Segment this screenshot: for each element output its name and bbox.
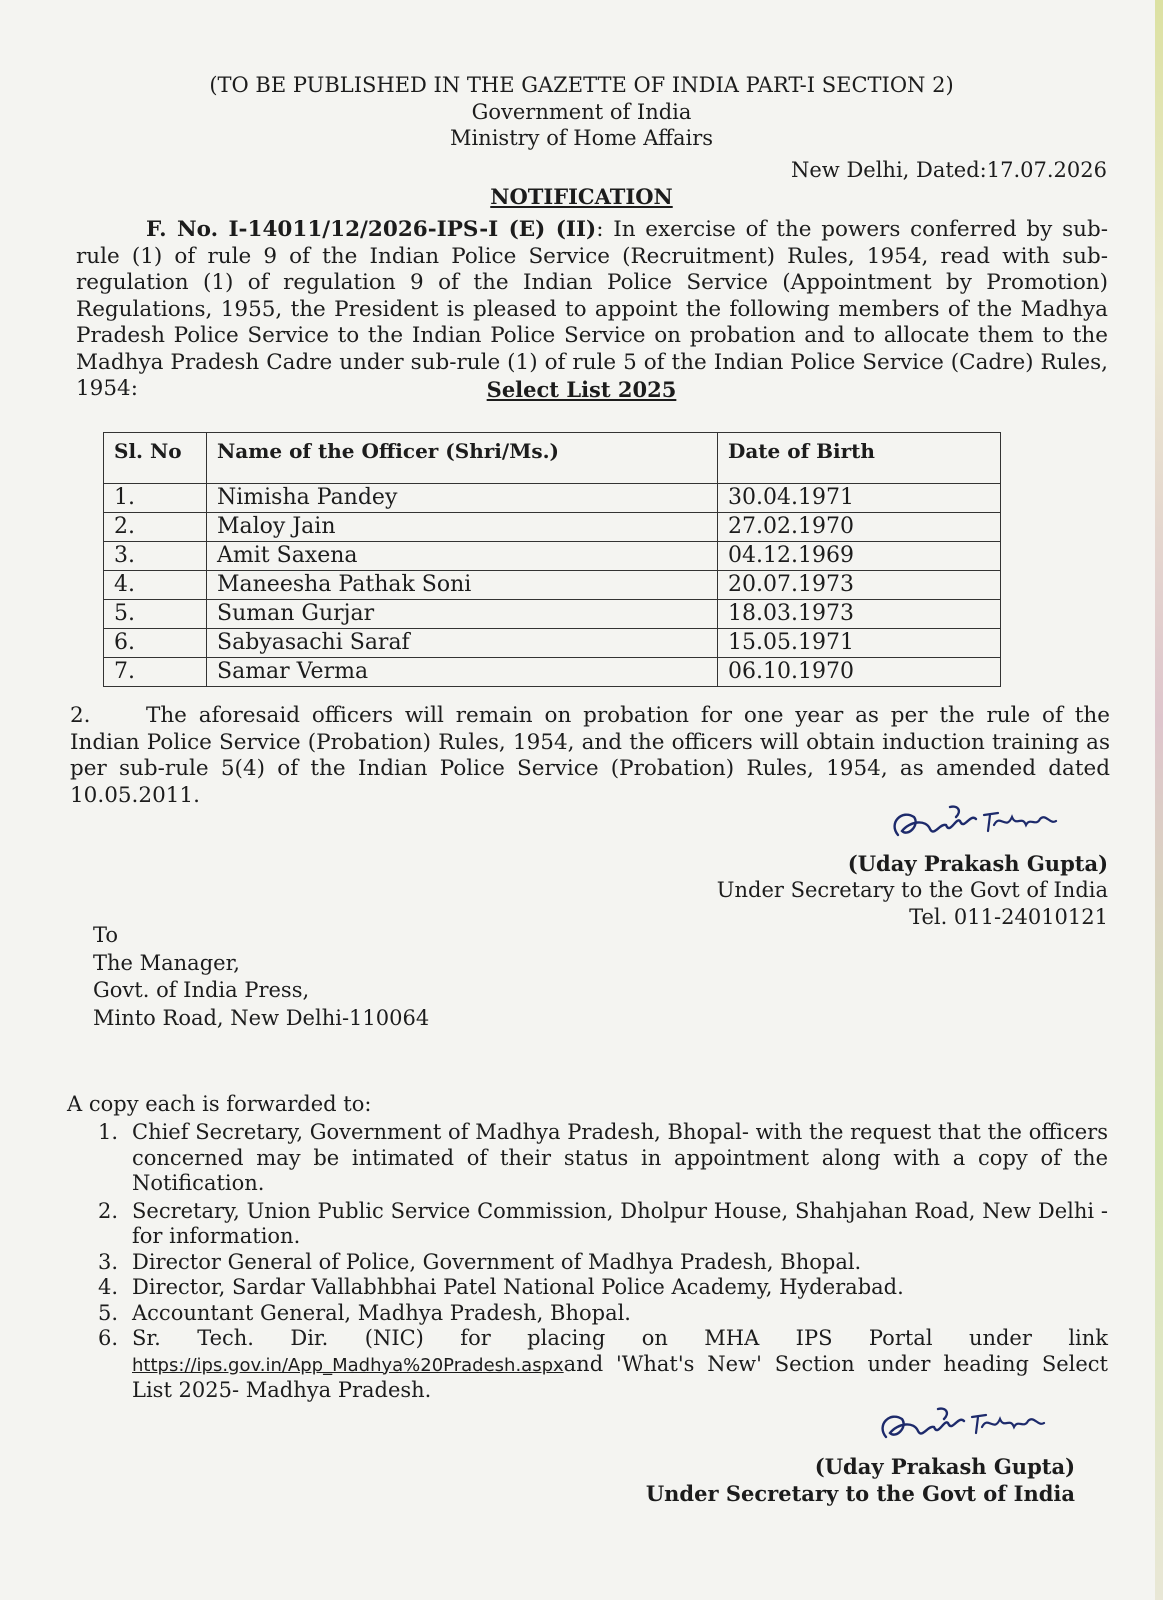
date-of-birth: 30.04.1971 xyxy=(718,484,1001,513)
sl-no: 2. xyxy=(104,513,207,542)
list-item xyxy=(98,1250,1108,1276)
sl-no: 6. xyxy=(104,629,207,658)
table-row xyxy=(104,600,1001,629)
address-line-3: Minto Road, New Delhi-110064 xyxy=(93,1005,430,1030)
sl-no: 1. xyxy=(104,484,207,513)
signatory-name-2: (Uday Prakash Gupta) xyxy=(814,1454,1075,1479)
copy-heading: A copy each is forwarded to: xyxy=(67,1092,372,1116)
officer-name: Maneesha Pathak Soni xyxy=(207,571,718,600)
address-to: To xyxy=(93,923,119,947)
date-of-birth: 15.05.1971 xyxy=(718,629,1001,658)
table-row xyxy=(104,484,1001,513)
list-item xyxy=(98,1326,1108,1404)
copy-list xyxy=(98,1120,1108,1404)
officer-name: Maloy Jain xyxy=(207,513,718,542)
date-of-birth: 06.10.1970 xyxy=(718,658,1001,687)
paragraph-2-number: 2. xyxy=(70,703,91,728)
list-item xyxy=(98,1120,1108,1197)
list-item-number: 3. xyxy=(98,1249,119,1274)
table-row xyxy=(104,629,1001,658)
officer-name: Samar Verma xyxy=(207,658,718,687)
table-row xyxy=(104,513,1001,542)
list-item-text: Director General of Police, Government of Madhya Pradesh, Bhopal. xyxy=(132,1249,862,1274)
sl-no: 3. xyxy=(104,542,207,571)
list-item-text xyxy=(132,1326,1108,1404)
table-row xyxy=(104,542,1001,571)
gazette-line: (TO BE PUBLISHED IN THE GAZETTE OF INDIA PART-I SECTION 2) xyxy=(209,73,954,97)
list-item-text: Secretary, Union Public Service Commission, Dholpur House, Shahjahan Road, New Delhi - for information. xyxy=(132,1198,1108,1248)
list-item-text-after-link: and 'What's New' Section under heading Select List 2025- Madhya Pradesh. xyxy=(132,1351,1108,1402)
signatory-name-1: (Uday Prakash Gupta) xyxy=(847,851,1108,876)
government-line: Government of India xyxy=(471,100,692,124)
ips-portal-link[interactable]: https://ips.gov.in/App_Madhya%20Pradesh.aspx xyxy=(132,1354,564,1376)
list-item xyxy=(98,1199,1108,1250)
ministry-line: Ministry of Home Affairs xyxy=(449,126,714,150)
list-item-number: 6. xyxy=(98,1326,119,1350)
officer-name: Nimisha Pandey xyxy=(207,484,718,513)
table-row xyxy=(104,571,1001,600)
table-header-row xyxy=(104,433,1001,484)
officers-table xyxy=(103,432,1001,687)
address-line-2: Govt. of India Press, xyxy=(93,978,310,1002)
signature-mark-2 xyxy=(868,1397,1068,1457)
header-sl-no: Sl. No xyxy=(104,433,207,484)
intro-paragraph xyxy=(76,217,1108,403)
signatory-designation-1: Under Secretary to the Govt of India xyxy=(716,878,1108,902)
select-list-title: Select List 2025 xyxy=(486,377,677,402)
list-item xyxy=(98,1301,1108,1327)
officer-name: Amit Saxena xyxy=(207,542,718,571)
file-number: F. No. I-14011/12/2026-IPS-I (E) (II) xyxy=(146,217,597,242)
date-of-birth: 20.07.1973 xyxy=(718,571,1001,600)
date-of-birth: 18.03.1973 xyxy=(718,600,1001,629)
scan-edge xyxy=(1155,0,1163,1600)
paragraph-2 xyxy=(70,703,1110,809)
date-of-birth: 27.02.1970 xyxy=(718,513,1001,542)
list-item-number: 2. xyxy=(98,1198,119,1223)
date-line: New Delhi, Dated:17.07.2026 xyxy=(790,158,1107,182)
notification-title: NOTIFICATION xyxy=(490,184,673,209)
sl-no: 7. xyxy=(104,658,207,687)
list-item-text-before-link: Sr. Tech. Dir. (NIC) for placing on MHA IPS Portal under link xyxy=(132,1326,1108,1350)
paragraph-2-text: The aforesaid officers will remain on probation for one year as per the rule of the Indian Police Service (Probation) Rules, 1954, and the officers will obtain induction training as per sub-rule 5(4) of the Indian Police Service (Probation) Rules, 1954, as amended dated 10.05.2011. xyxy=(70,703,1110,808)
list-item-number: 5. xyxy=(98,1300,119,1325)
address-line-1: The Manager, xyxy=(93,950,240,975)
list-item-text: Director, Sardar Vallabhbhai Patel National Police Academy, Hyderabad. xyxy=(132,1275,904,1299)
date-of-birth: 04.12.1969 xyxy=(718,542,1001,571)
address-block xyxy=(93,922,429,1032)
list-item xyxy=(98,1275,1108,1301)
header-date-of-birth: Date of Birth xyxy=(718,433,1001,484)
header-officer-name: Name of the Officer (Shri/Ms.) xyxy=(207,433,718,484)
officer-name: Suman Gurjar xyxy=(207,600,718,629)
sl-no: 4. xyxy=(104,571,207,600)
list-item-text: Chief Secretary, Government of Madhya Pradesh, Bhopal- with the request that the officers concerned may be intimated of their status in appointment along with a copy of the Notification. xyxy=(132,1120,1108,1195)
signature-mark-1 xyxy=(880,795,1080,855)
signatory-telephone: Tel. 011-24010121 xyxy=(909,905,1108,929)
list-item-number: 4. xyxy=(98,1275,119,1299)
officer-name: Sabyasachi Saraf xyxy=(207,629,718,658)
intro-text: : In exercise of the powers conferred by sub-rule (1) of rule 9 of the Indian Police Service (Recruitment) Rules, 1954, read with sub-regulation (1) of regulation 9 of the Indian Police Service (Appointment by Promotion) Regulations, 1955, the President is pleased to appoint the following members of the Madhya Pradesh Police Service to the Indian Police Service on probation and to allocate them to the Madhya Pradesh Cadre under sub-rule (1) of rule 5 of the Indian Police Service (Cadre) Rules, 1954: xyxy=(76,217,1108,401)
list-item-text: Accountant General, Madhya Pradesh, Bhopal. xyxy=(132,1300,631,1325)
list-item-number: 1. xyxy=(98,1120,119,1144)
signatory-designation-2: Under Secretary to the Govt of India xyxy=(645,1481,1075,1506)
table-row xyxy=(104,658,1001,687)
sl-no: 5. xyxy=(104,600,207,629)
